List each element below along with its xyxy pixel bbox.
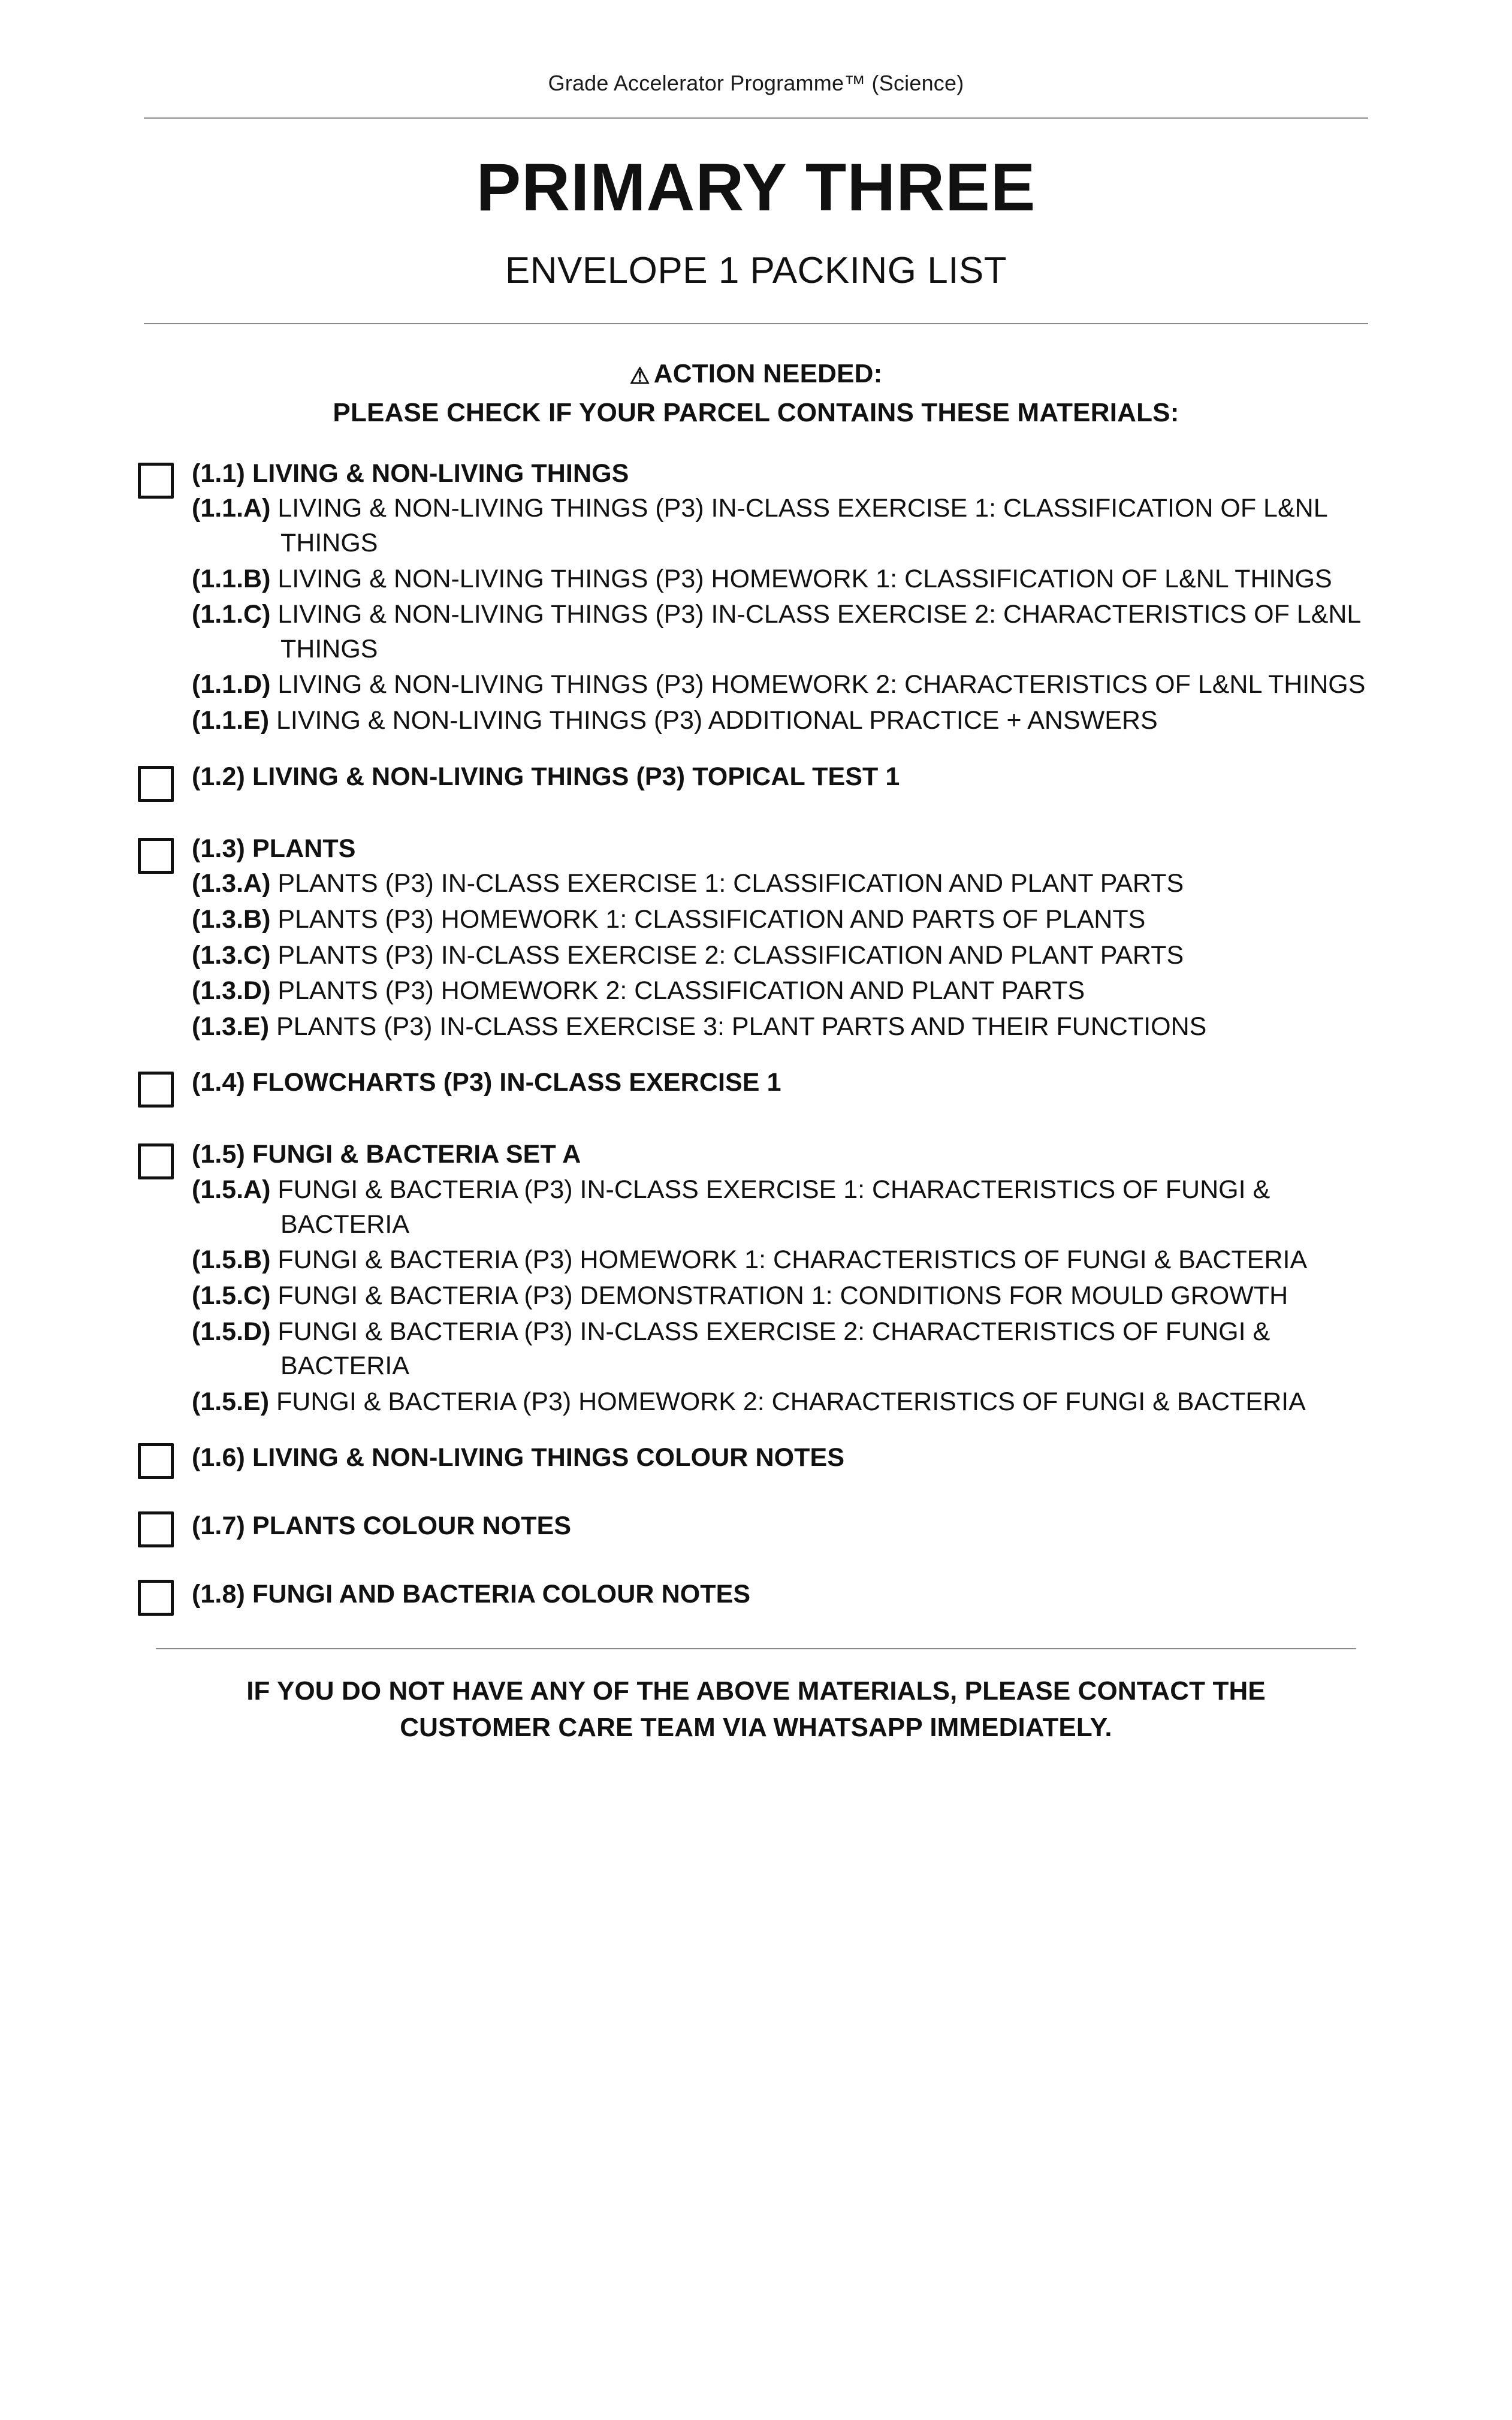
checkbox-1-4[interactable]	[138, 1072, 174, 1108]
checklist-group-1-5[interactable]	[138, 1137, 1374, 1419]
sub-items-1-1	[192, 491, 1374, 738]
group-body-1-8	[192, 1577, 1374, 1612]
checkbox-1-1[interactable]	[138, 463, 174, 499]
checklist-group-1-8[interactable]	[138, 1577, 1374, 1616]
warning-icon: ⚠	[629, 363, 650, 389]
list-item: (1.5.C) FUNGI & BACTERIA (P3) DEMONSTRATION 1: CONDITIONS FOR MOULD GROWTH	[192, 1281, 1288, 1310]
checklist-group-1-4[interactable]	[138, 1066, 1374, 1108]
header-divider-top	[144, 117, 1368, 119]
sub-items-1-5	[192, 1173, 1374, 1419]
list-item: (1.1.E) LIVING & NON-LIVING THINGS (P3) ADDITIONAL PRACTICE + ANSWERS	[192, 706, 1158, 735]
action-needed-heading	[138, 359, 1374, 390]
action-needed-instruction: PLEASE CHECK IF YOUR PARCEL CONTAINS THESE MATERIALS:	[333, 397, 1179, 427]
programme-brandline: Grade Accelerator Programme™ (Science)	[548, 71, 964, 95]
action-needed-label: ACTION NEEDED:	[653, 358, 883, 388]
group-body-1-2	[192, 760, 1374, 794]
group-title-1-4: (1.4) FLOWCHARTS (P3) IN-CLASS EXERCISE 1	[192, 1068, 781, 1097]
checkbox-1-8[interactable]	[138, 1580, 174, 1616]
list-item: (1.5.A) FUNGI & BACTERIA (P3) IN-CLASS EXERCISE 1: CHARACTERISTICS OF FUNGI & BACTERIA	[192, 1175, 1270, 1239]
list-item: (1.1.A) LIVING & NON-LIVING THINGS (P3) IN-CLASS EXERCISE 1: CLASSIFICATION OF L&NL THINGS	[192, 494, 1327, 557]
checklist-group-1-1[interactable]	[138, 457, 1374, 738]
group-body-1-3	[192, 832, 1374, 1045]
group-title-1-3: (1.3) PLANTS	[192, 834, 356, 863]
action-needed-block	[138, 359, 1374, 428]
group-title-1-7: (1.7) PLANTS COLOUR NOTES	[192, 1511, 572, 1541]
group-body-1-5	[192, 1137, 1374, 1419]
list-item: (1.5.D) FUNGI & BACTERIA (P3) IN-CLASS EXERCISE 2: CHARACTERISTICS OF FUNGI & BACTERIA	[192, 1317, 1270, 1381]
checkbox-1-3[interactable]	[138, 838, 174, 874]
list-item: (1.5.B) FUNGI & BACTERIA (P3) HOMEWORK 1: CHARACTERISTICS OF FUNGI & BACTERIA	[192, 1245, 1308, 1275]
footer-line-2: CUSTOMER CARE TEAM VIA WHATSAPP IMMEDIATELY.	[400, 1713, 1112, 1743]
list-item: (1.5.E) FUNGI & BACTERIA (P3) HOMEWORK 2: CHARACTERISTICS OF FUNGI & BACTERIA	[192, 1387, 1306, 1416]
footer-line-1: IF YOU DO NOT HAVE ANY OF THE ABOVE MATERIALS, PLEASE CONTACT THE	[246, 1676, 1266, 1706]
sub-items-1-3	[192, 867, 1374, 1044]
group-body-1-7	[192, 1509, 1374, 1543]
checklist-group-1-7[interactable]	[138, 1509, 1374, 1547]
checklist-group-1-3[interactable]	[138, 832, 1374, 1045]
group-body-1-6	[192, 1441, 1374, 1475]
checklist-group-1-2[interactable]	[138, 760, 1374, 802]
page-title: PRIMARY THREE	[476, 150, 1036, 225]
group-title-1-8: (1.8) FUNGI AND BACTERIA COLOUR NOTES	[192, 1580, 751, 1609]
checklist-group-1-6[interactable]	[138, 1441, 1374, 1479]
list-item: (1.3.D) PLANTS (P3) HOMEWORK 2: CLASSIFICATION AND PLANT PARTS	[192, 976, 1085, 1006]
group-title-1-6: (1.6) LIVING & NON-LIVING THINGS COLOUR NOTES	[192, 1443, 845, 1472]
group-title-1-1: (1.1) LIVING & NON-LIVING THINGS	[192, 458, 629, 488]
checkbox-1-7[interactable]	[138, 1511, 174, 1547]
footer-divider	[156, 1648, 1356, 1649]
group-title-1-5: (1.5) FUNGI & BACTERIA SET A	[192, 1140, 581, 1169]
list-item: (1.3.B) PLANTS (P3) HOMEWORK 1: CLASSIFICATION AND PARTS OF PLANTS	[192, 904, 1146, 934]
list-item: (1.1.C) LIVING & NON-LIVING THINGS (P3) IN-CLASS EXERCISE 2: CHARACTERISTICS OF L&NL THINGS	[192, 600, 1360, 663]
page-subtitle: ENVELOPE 1 PACKING LIST	[505, 249, 1007, 291]
checkbox-1-6[interactable]	[138, 1443, 174, 1479]
group-body-1-1	[192, 457, 1374, 738]
list-item: (1.1.D) LIVING & NON-LIVING THINGS (P3) HOMEWORK 2: CHARACTERISTICS OF L&NL THINGS	[192, 670, 1366, 699]
checkbox-1-2[interactable]	[138, 766, 174, 802]
list-item: (1.3.A) PLANTS (P3) IN-CLASS EXERCISE 1: CLASSIFICATION AND PLANT PARTS	[192, 869, 1184, 898]
checkbox-1-5[interactable]	[138, 1143, 174, 1179]
group-title-1-2: (1.2) LIVING & NON-LIVING THINGS (P3) TOPICAL TEST 1	[192, 762, 900, 791]
materials-checklist	[138, 457, 1374, 1616]
list-item: (1.1.B) LIVING & NON-LIVING THINGS (P3) HOMEWORK 1: CLASSIFICATION OF L&NL THINGS	[192, 564, 1332, 593]
footer-notice	[138, 1673, 1374, 1746]
list-item: (1.3.E) PLANTS (P3) IN-CLASS EXERCISE 3: PLANT PARTS AND THEIR FUNCTIONS	[192, 1012, 1207, 1041]
list-item: (1.3.C) PLANTS (P3) IN-CLASS EXERCISE 2: CLASSIFICATION AND PLANT PARTS	[192, 940, 1184, 970]
group-body-1-4	[192, 1066, 1374, 1100]
header-divider-bottom	[144, 323, 1368, 324]
